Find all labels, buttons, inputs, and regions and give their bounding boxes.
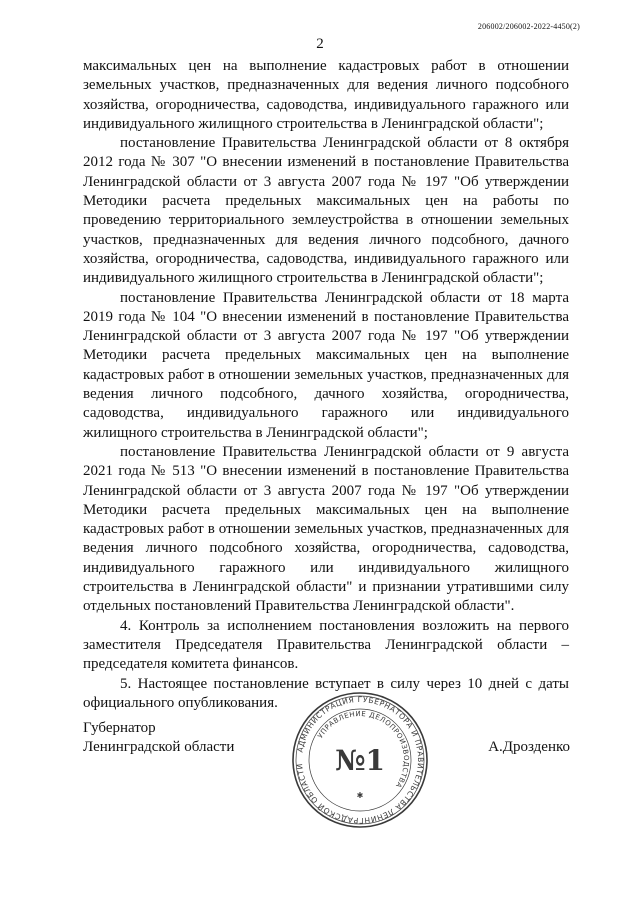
seal-inner-text: УПРАВЛЕНИЕ ДЕЛОПРОИЗВОДСТВА [316, 709, 411, 790]
paragraph-control-clause: 4. Контроль за исполнением постановления возложить на первого заместителя Председателя Правительства Ленинградской области – председателя комитета финансов. [83, 617, 569, 673]
paragraph-decree-2021: постановление Правительства Ленинградской области от 9 августа 2021 года № 513 "О внесении изменений в постановление Правительства Ленинградской области от 3 августа 2007 года № 197 "Об утверждении Методики расчета предельных максимальных цен на выполнение кадастровых работ в отношении земельных участков, предназначенных для ведения личного подсобного хозяйства, огородничества, садоводства, индивидуального гаражного или индивидуального жилищного строительства в Ленинградской области" и признании утратившими силу отдельных постановлений Правительства Ленинградской области". [83, 443, 569, 615]
seal-star-icon: ✱ [356, 791, 364, 800]
paragraph-effective-date: 5. Настоящее постановление вступает в силу через 10 дней с даты официального опубликования. [83, 675, 569, 711]
seal-number: №1 [335, 744, 385, 777]
official-seal [290, 690, 430, 830]
signatory-name: А.Дрозденко [488, 739, 570, 755]
document-body [83, 57, 569, 713]
seal-outer-text: АДМИНИСТРАЦИЯ ГУБЕРНАТОРА И ПРАВИТЕЛЬСТВА ЛЕНИНГРАДСКОЙ ОБЛАСТИ [295, 694, 426, 826]
paragraph-decree-2012: постановление Правительства Ленинградской области от 8 октября 2012 года № 307 "О внесении изменений в постановление Правительства Ленинградской области от 3 августа 2007 года № 197 "Об утверждении Методики расчета предельных максимальных цен на работы по проведению территориального землеустройства в отношении земельных участков, предназначенных для ведения личного подсобного, дачного хозяйства, огородничества, садоводства, индивидуального гаражного или индивидуального жилищного строительства в Ленинградской области"; [83, 135, 569, 287]
signatory-position-line2: Ленинградской области [83, 739, 235, 756]
page-number: 2 [316, 36, 324, 52]
signatory-position [83, 719, 234, 758]
paragraph-continuation: максимальных цен на выполнение кадастровых работ в отношении земельных участков, предназначенных для ведения личного подсобного хозяйства, огородничества, садоводства, индивидуального гаражного или индивидуального жилищного строительства в Ленинградской области"; [83, 58, 569, 132]
signatory-position-line1: Губернатор [83, 720, 156, 736]
document-id: 206002/206002-2022-4450(2) [477, 22, 580, 31]
paragraph-decree-2019: постановление Правительства Ленинградской области от 18 марта 2019 года № 104 "О внесении изменений в постановление Правительства Ленинградской области от 3 августа 2007 года № 197 "Об утверждении Методики расчета предельных максимальных цен на выполнение кадастровых работ в отношении земельных участков, предназначенных для ведения личного подсобного, дачного хозяйства, огородничества, садоводства, индивидуального гаражного или индивидуального жилищного строительства в Ленинградской области"; [83, 289, 569, 441]
